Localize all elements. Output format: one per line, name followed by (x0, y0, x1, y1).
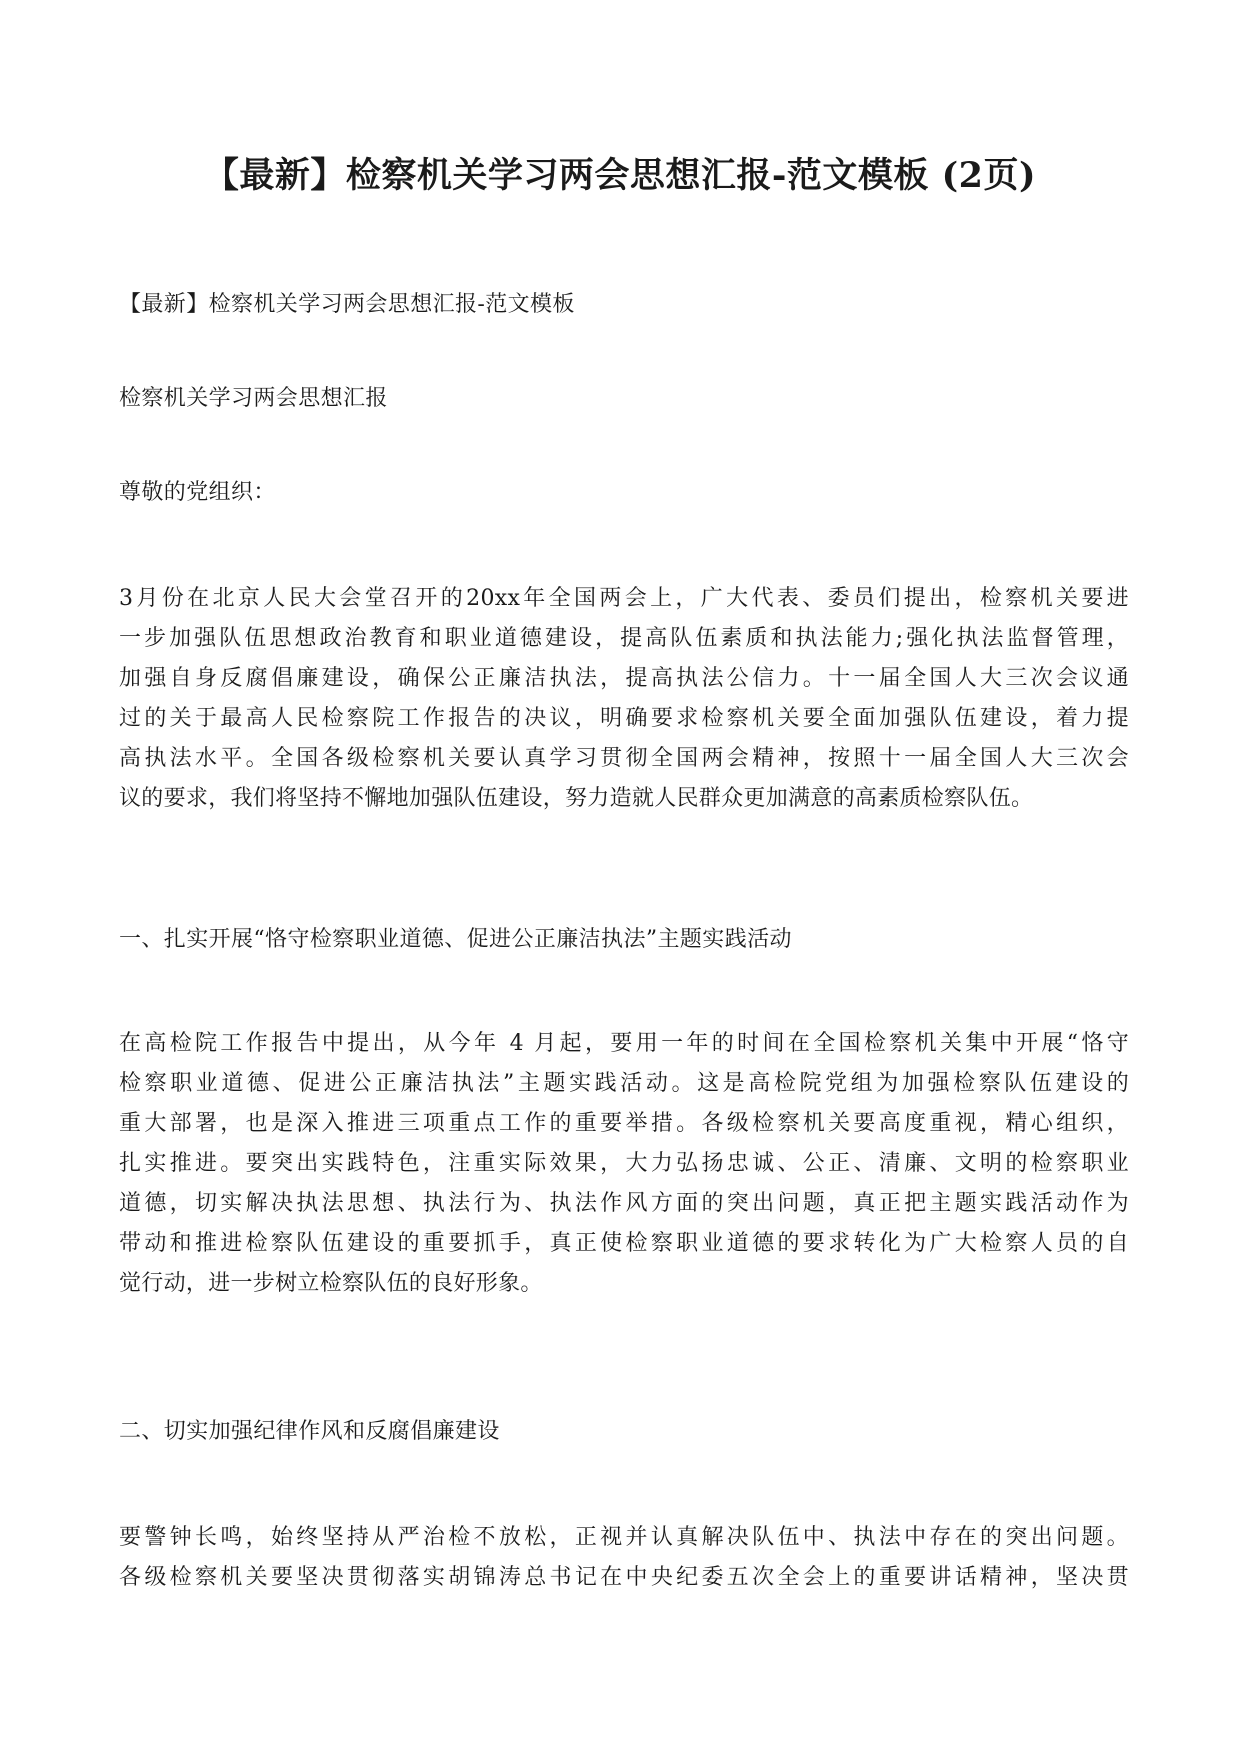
paragraph-line: 高执法水平。全国各级检察机关要认真学习贯彻全国两会精神，按照十一届全国人大三次会 (119, 746, 1129, 771)
paragraph-line: 一步加强队伍思想政治教育和职业道德建设，提高队伍素质和执法能力;强化执法监督管理， (119, 626, 1129, 651)
report-title: 检察机关学习两会思想汇报 (119, 386, 388, 411)
paragraph-line: 觉行动，进一步树立检察队伍的良好形象。 (119, 1271, 543, 1296)
paragraph-line: 检察职业道德、促进公正廉洁执法”主题实践活动。这是高检院党组为加强检察队伍建设的 (119, 1071, 1129, 1096)
paragraph-line: 过的关于最高人民检察院工作报告的决议，明确要求检察机关要全面加强队伍建设，着力提 (119, 706, 1129, 731)
paragraph-line: 道德，切实解决执法思想、执法行为、执法作风方面的突出问题，真正把主题实践活动作为 (119, 1191, 1129, 1216)
paragraph-line: 带动和推进检察队伍建设的重要抓手，真正使检察职业道德的要求转化为广大检察人员的自 (119, 1231, 1129, 1256)
paragraph-line: 各级检察机关要坚决贯彻落实胡锦涛总书记在中央纪委五次全会上的重要讲话精神，坚决贯 (119, 1565, 1129, 1590)
paragraph-line: 加强自身反腐倡廉建设，确保公正廉洁执法，提高执法公信力。十一届全国人大三次会议通 (119, 666, 1129, 691)
paragraph-3 (119, 1518, 1129, 1598)
paragraph-line: 3月份在北京人民大会堂召开的20xx年全国两会上，广大代表、委员们提出，检察机关要进 (119, 586, 1129, 611)
paragraph-line: 重大部署，也是深入推进三项重点工作的重要举措。各级检察机关要高度重视，精心组织， (119, 1111, 1129, 1136)
section-heading-2: 二、切实加强纪律作风和反腐倡廉建设 (119, 1419, 500, 1444)
paragraph-line: 扎实推进。要突出实践特色，注重实际效果，大力弘扬忠诚、公正、清廉、文明的检察职业 (119, 1151, 1129, 1176)
paragraph-2 (119, 1024, 1129, 1304)
paragraph-line: 在高检院工作报告中提出，从今年 4 月起，要用一年的时间在全国检察机关集中开展“恪守 (119, 1031, 1129, 1056)
paragraph-1 (119, 579, 1129, 819)
salutation: 尊敬的党组织： (119, 480, 276, 505)
paragraph-line: 要警钟长鸣，始终坚持从严治检不放松，正视并认真解决队伍中、执法中存在的突出问题。 (119, 1525, 1129, 1550)
paragraph-line: 议的要求，我们将坚持不懈地加强队伍建设，努力造就人民群众更加满意的高素质检察队伍。 (119, 786, 1034, 811)
document-subtitle: 【最新】检察机关学习两会思想汇报-范文模板 (119, 292, 575, 317)
document-title: 【最新】检察机关学习两会思想汇报-范文模板 (2页) (203, 155, 1037, 196)
section-heading-1: 一、扎实开展“恪守检察职业道德、促进公正廉洁执法”主题实践活动 (119, 927, 792, 952)
